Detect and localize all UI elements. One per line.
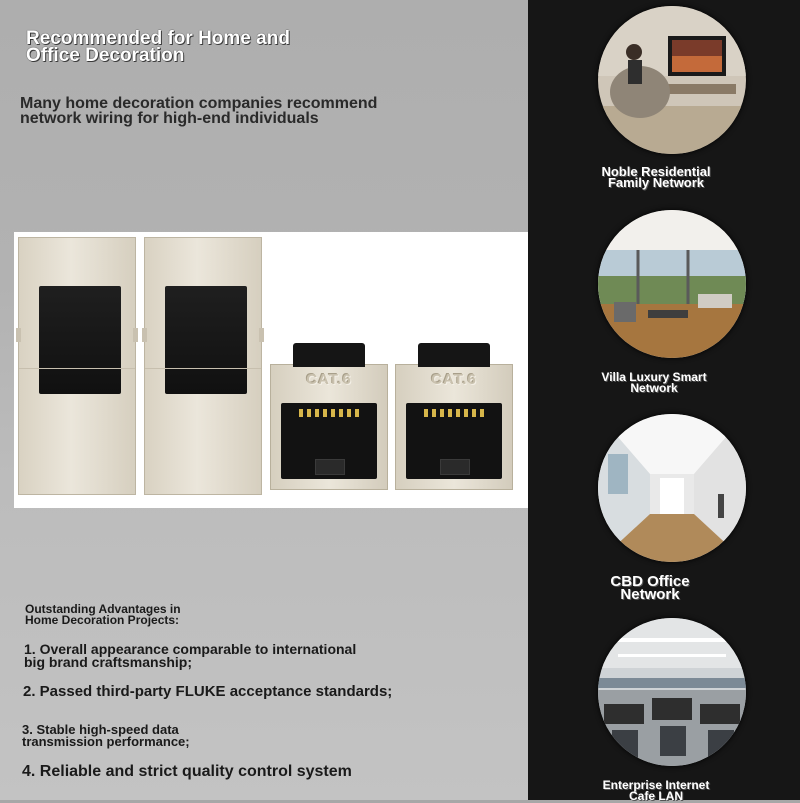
scene-caption: CBD Office Network [610,573,690,603]
office-scene-photo [598,414,746,562]
cat6-keystone-jack [395,364,513,490]
enterprise-scene-photo [598,618,746,766]
product-photo [14,232,528,508]
keystone-label: CAT.6 [431,371,477,388]
scene-caption: Enterprise Internet Cafe LAN [602,778,710,803]
scene-caption: Villa Luxury Smart Network [601,370,707,395]
rj45-port [406,403,502,479]
residential-scene-photo [598,6,746,154]
page-title: Recommended for Home and Office Decoration [26,28,290,66]
advantage-item: 2. Passed third-party FLUKE acceptance standards; [23,683,393,700]
rj45-port [281,403,377,479]
advantages-heading: Outstanding Advantages in Home Decoration Projects: [25,602,181,627]
gold-pins [424,409,484,417]
advantage-item: 4. Reliable and strict quality control system [22,763,352,780]
advantage-item: 3. Stable high-speed data transmission performance; [22,722,190,749]
villa-scene-photo [598,210,746,358]
dust-shutter [39,286,121,394]
cat6-keystone-jack [270,364,388,490]
gold-pins [299,409,359,417]
faceplate-shutter-module [144,237,262,495]
page-subtitle: Many home decoration companies recommend network wiring for high-end individuals [20,95,378,127]
keystone-label: CAT.6 [306,371,352,388]
scene-caption: Noble Residential Family Network [601,164,711,190]
advantage-item: 1. Overall appearance comparable to international big brand craftsmanship; [24,641,357,670]
faceplate-shutter-module [18,237,136,495]
dust-shutter [165,286,247,394]
